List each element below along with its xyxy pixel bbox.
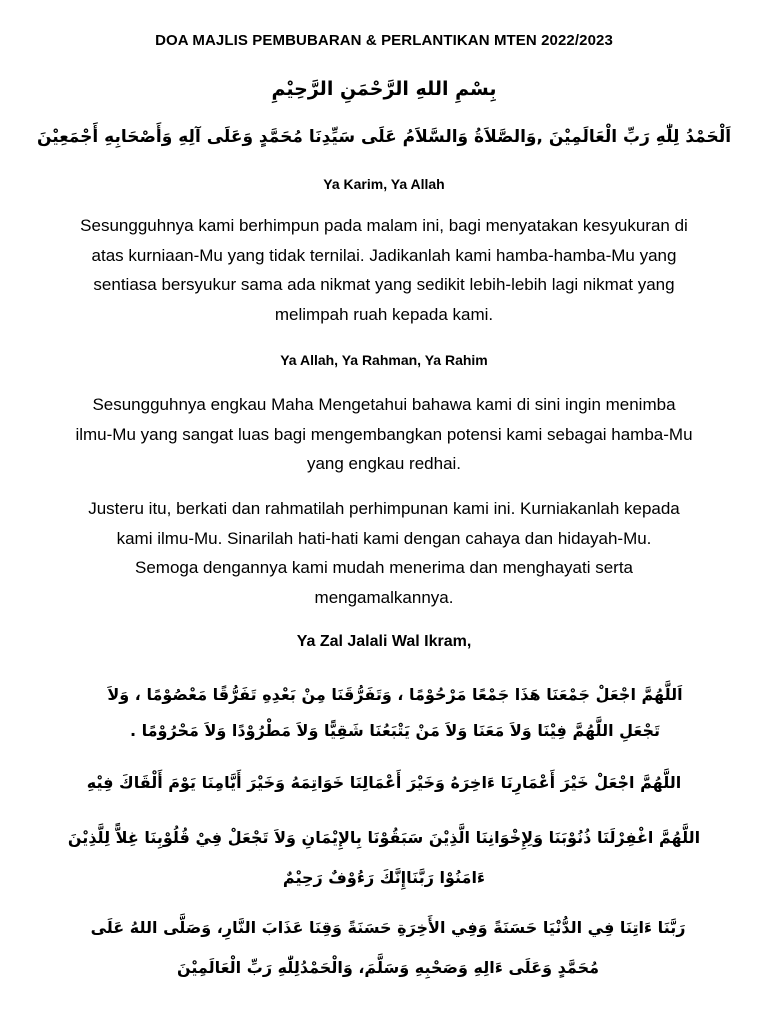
heading-ya-zal-jalali: Ya Zal Jalali Wal Ikram, (296, 633, 472, 650)
paragraph-1: Sesungguhnya kami berhimpun pada malam ini, bagi menyatakan kesyukuran di atas kurniaan-Mu yang tidak ternilai. Jadikanlah kami hamba-hamba-Mu yang sentiasa bersyukur sama ada nikmat yang sedikit lebih-lebih lagi nikmat yang melimpah ruah kepada kami. (80, 216, 688, 324)
bismillah: بِسْمِ اللهِ الرَّحْمَنِ الرَّحِيْمِ (271, 78, 497, 100)
arabic-prayer-1: اَللَّهُمَّ اجْعَلْ جَمْعَنَا هَذَا جَمْعًا مَرْحُوْمًا ، وَتَفَرُّقَنَا مِنْ بَعْدِهِ تَفَرُّقًا مَعْصُوْمًا ، وَلاَ تَجْعَلِ اللَّهُمَّ فِيْنَا وَلاَ مَعَنَا وَلاَ مَنْ يَتْبَعُنَا شَقِيًّا وَلاَ مَطْرُوْدًا وَلاَ مَحْرُوْمًا . (107, 685, 683, 740)
arabic-prayer-3: اللَّهُمَّ اغْفِرْلَنَا ذُنُوْبَنَا وَلِإِخْوَانِنَا الَّذِيْنَ سَبَقُوْنَا بِالإِيْمَانِ وَلاَ تَجْعَلْ فِيْ قُلُوْبِنَا غِلاًّ لِلَّذِيْنَ ءَامَنُوْا رَبَّنَاإِنَّكَ رَءُوْفٌ رَحِيْمٌ (67, 828, 701, 887)
paragraph-3: Justeru itu, berkati dan rahmatilah perhimpunan kami ini. Kurniakanlah kepada kami ilmu-Mu. Sinarilah hati-hati kami dengan cahaya dan hidayah-Mu. Semoga dengannya kami mudah menerima dan menghayati serta mengamalkannya. (88, 499, 680, 607)
arabic-prayer-2: اللَّهُمَّ اجْعَلْ خَيْرَ أَعْمَارِنَا ءَاخِرَهُ وَخَيْرَ أَعْمَالِنَا خَوَاتِمَهُ وَخَيْرَ أَيَّامِنَا يَوْمَ أَلْقَاكَ فِيْهِ (86, 773, 682, 792)
document-title: DOA MAJLIS PEMBUBARAN & PERLANTIKAN MTEN 2022/2023 (155, 32, 613, 49)
heading-ya-rahman: Ya Allah, Ya Rahman, Ya Rahim (280, 352, 488, 368)
opening-praise: اَلْحَمْدُ لِلّٰهِ رَبِّ الْعَالَمِيْنَ ,وَالصَّلاَةُ وَالسَّلاَمُ عَلَى سَيِّدِنَا مُحَمَّدٍ وَعَلَى آلِهِ وَأَصْحَابِهِ أَجْمَعِيْنَ (36, 127, 732, 147)
paragraph-2: Sesungguhnya engkau Maha Mengetahui bahawa kami di sini ingin menimba ilmu-Mu yang sangat luas bagi mengembangkan potensi kami sebagai hamba-Mu yang engkau redhai. (75, 395, 693, 473)
arabic-prayer-4: رَبَّنَا ءَاتِنَا فِي الدُّنْيَا حَسَنَةً وَفِي الأَخِرَةِ حَسَنَةً وَقِنَا عَذَابَ النَّارِ، وَصَلَّى اللهُ عَلَى مُحَمَّدٍ وَعَلَى ءَالِهِ وَصَحْبِهِ وَسَلَّمَ، وَالْحَمْدُلِلّٰهِ رَبِّ الْعَالَمِيْنَ (90, 918, 686, 977)
heading-ya-karim: Ya Karim, Ya Allah (323, 176, 445, 192)
